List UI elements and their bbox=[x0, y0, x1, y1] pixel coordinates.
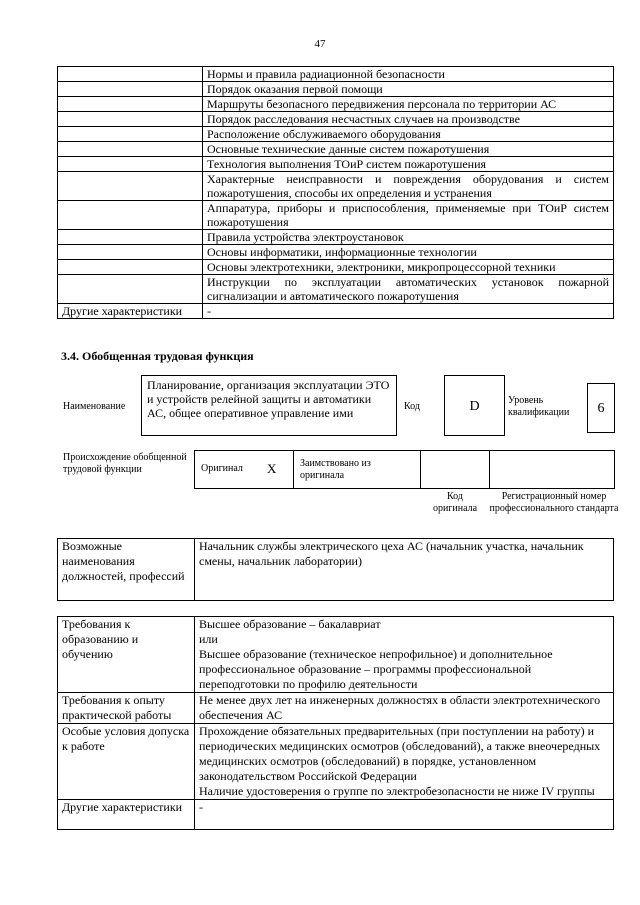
knowledge-item: Расположение обслуживаемого оборудования bbox=[203, 127, 614, 142]
requirement-line: - bbox=[199, 800, 203, 814]
knowledge-row bbox=[58, 112, 614, 127]
knowledge-item: Порядок оказания первой помощи bbox=[203, 82, 614, 97]
other-characteristics-row bbox=[58, 304, 614, 319]
knowledge-key-cell bbox=[58, 97, 203, 112]
knowledge-key-cell bbox=[58, 82, 203, 97]
knowledge-item: Нормы и правила радиационной безопасности bbox=[203, 67, 614, 82]
code-value: D bbox=[469, 399, 480, 414]
knowledge-key-cell bbox=[58, 67, 203, 82]
requirements-table bbox=[57, 616, 614, 830]
level-box bbox=[587, 383, 615, 433]
knowledge-key-cell bbox=[58, 127, 203, 142]
original-text: Оригинал bbox=[201, 463, 243, 474]
knowledge-key-cell bbox=[58, 172, 203, 201]
requirement-line: Прохождение обязательных предварительных (при поступлении на работу) и периодических медицинских осмотров (обследований), а также внеочередных медицинских осмотров (обследований) в порядке, установленном законодательством Российской Федерации bbox=[199, 724, 601, 783]
page-number: 47 bbox=[314, 38, 326, 50]
knowledge-table bbox=[57, 66, 614, 319]
requirement-value bbox=[195, 724, 614, 800]
knowledge-item: Маршруты безопасного передвижения персонала по территории АС bbox=[203, 97, 614, 112]
level-value: 6 bbox=[597, 401, 605, 416]
original-cell bbox=[194, 450, 294, 489]
borrowed-text: Заимствовано из оригинала bbox=[300, 458, 371, 481]
knowledge-row bbox=[58, 127, 614, 142]
requirement-value bbox=[195, 800, 614, 830]
origin-reg-cell bbox=[489, 450, 615, 489]
name-label: Наименование bbox=[63, 401, 126, 412]
requirement-value bbox=[195, 693, 614, 724]
other-characteristics-value: - bbox=[203, 304, 614, 319]
knowledge-item: Аппаратура, приборы и приспособления, применяемые при ТОиР систем пожаротушения bbox=[203, 201, 614, 230]
knowledge-item: Правила устройства электроустановок bbox=[203, 230, 614, 245]
requirement-label: Другие характеристики bbox=[58, 800, 195, 830]
code-label: Код bbox=[404, 401, 420, 412]
knowledge-row bbox=[58, 260, 614, 275]
knowledge-key-cell bbox=[58, 201, 203, 230]
section-title: 3.4. Обобщенная трудовая функция bbox=[61, 349, 254, 363]
knowledge-row bbox=[58, 230, 614, 245]
knowledge-row bbox=[58, 275, 614, 304]
knowledge-row bbox=[58, 142, 614, 157]
requirement-line: Высшее образование – бакалавриат bbox=[199, 617, 381, 631]
positions-table bbox=[57, 538, 614, 601]
level-label: Уровень квалификации bbox=[508, 395, 570, 418]
code-caption: Код оригинала bbox=[432, 491, 478, 514]
function-name: Планирование, организация эксплуатации ЭТО и устройств релейной защиты и автоматики АС, общее оперативное управление ими bbox=[147, 378, 390, 420]
knowledge-row bbox=[58, 245, 614, 260]
requirement-line: Наличие удостоверения о группе по электробезопасности не ниже IV группы bbox=[199, 784, 595, 798]
requirement-label: Особые условия допуска к работе bbox=[58, 724, 195, 800]
requirement-line: Высшее образование (техническое непрофильное) и дополнительное профессиональное образование – программы профессиональной переподготовки по профилю деятельности bbox=[199, 647, 553, 691]
code-box bbox=[444, 375, 505, 436]
function-name-box bbox=[141, 375, 397, 436]
knowledge-key-cell bbox=[58, 142, 203, 157]
requirement-row bbox=[58, 800, 614, 830]
knowledge-key-cell bbox=[58, 275, 203, 304]
knowledge-key-cell bbox=[58, 230, 203, 245]
positions-label: Возможные наименования должностей, профессий bbox=[58, 539, 195, 601]
knowledge-key-cell bbox=[58, 245, 203, 260]
original-mark: X bbox=[267, 461, 277, 476]
knowledge-item: Характерные неисправности и повреждения оборудования и систем пожаротушения, способы их определения и устранения bbox=[203, 172, 614, 201]
knowledge-item: Основные технические данные систем пожаротушения bbox=[203, 142, 614, 157]
requirement-label: Требования к образованию и обучению bbox=[58, 617, 195, 693]
knowledge-item: Основы информатики, информационные технологии bbox=[203, 245, 614, 260]
origin-code-cell bbox=[420, 450, 490, 489]
origin-label: Происхождение обобщенной трудовой функции bbox=[63, 452, 187, 475]
positions-value: Начальник службы электрического цеха АС (начальник участка, начальник смены, начальник лаборатории) bbox=[195, 539, 614, 601]
reg-caption: Регистрационный номер профессионального стандарта bbox=[489, 491, 619, 514]
knowledge-row bbox=[58, 82, 614, 97]
knowledge-key-cell bbox=[58, 112, 203, 127]
knowledge-item: Порядок расследования несчастных случаев на производстве bbox=[203, 112, 614, 127]
knowledge-key-cell bbox=[58, 260, 203, 275]
requirement-row bbox=[58, 693, 614, 724]
knowledge-item: Основы электротехники, электроники, микропроцессорной техники bbox=[203, 260, 614, 275]
requirement-line: Не менее двух лет на инженерных должностях в области электротехнического обеспечения АС bbox=[199, 693, 601, 722]
knowledge-row bbox=[58, 201, 614, 230]
requirement-row bbox=[58, 724, 614, 800]
knowledge-row bbox=[58, 172, 614, 201]
knowledge-row bbox=[58, 97, 614, 112]
knowledge-key-cell bbox=[58, 157, 203, 172]
other-characteristics-label: Другие характеристики bbox=[58, 304, 203, 319]
requirement-line: или bbox=[199, 632, 218, 646]
requirement-value bbox=[195, 617, 614, 693]
knowledge-row bbox=[58, 67, 614, 82]
knowledge-row bbox=[58, 157, 614, 172]
knowledge-item: Инструкции по эксплуатации автоматических установок пожарной сигнализации и автоматического пожаротушения bbox=[203, 275, 614, 304]
requirement-label: Требования к опыту практической работы bbox=[58, 693, 195, 724]
borrowed-cell bbox=[293, 450, 421, 489]
knowledge-item: Технология выполнения ТОиР систем пожаротушения bbox=[203, 157, 614, 172]
requirement-row bbox=[58, 617, 614, 693]
